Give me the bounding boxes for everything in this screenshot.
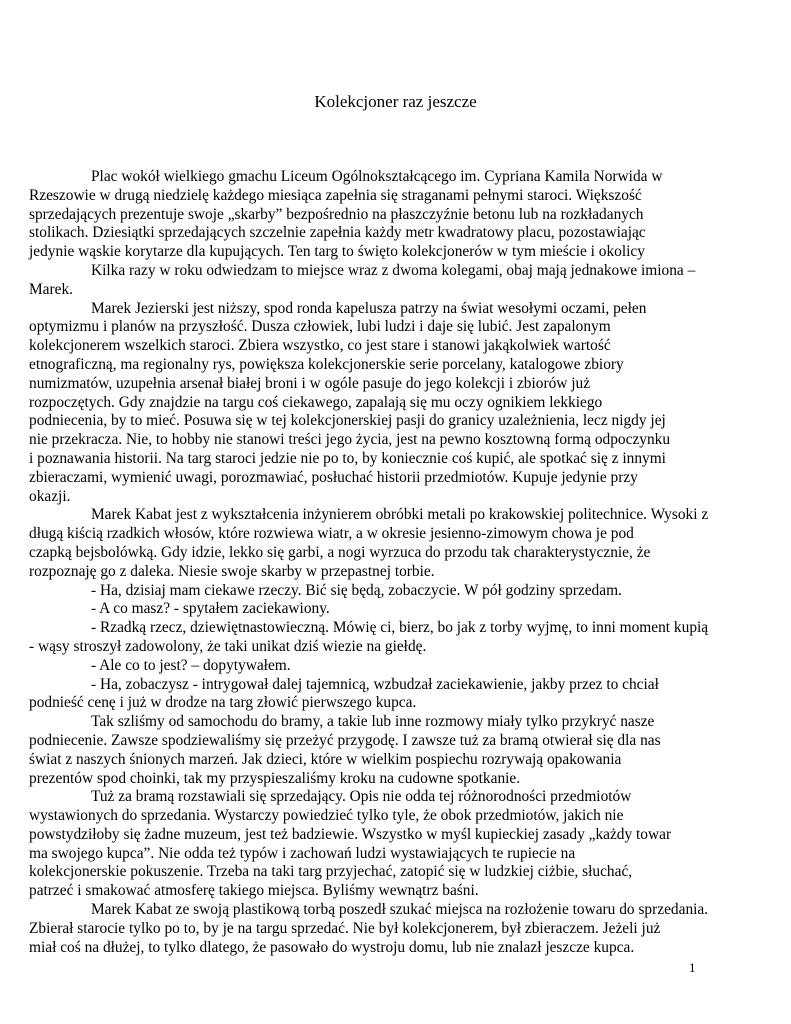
text-line: podnieść cenę i już w drodze na targ złowić pierwszego kupca. [29,694,417,712]
text-line: - A co masz? - spytałem zaciekawiony. [91,600,330,618]
text-line: - Ale co to jest? – dopytywałem. [91,656,291,674]
text-line: ma swojego kupca”. Nie odda też typów i zachowań ludzi wystawiających te rupiecie na [29,844,576,862]
text-line: optymizmu i planów na przyszłość. Dusza człowiek, lubi ludzi i daje się lubić. Jest zapalonym [29,318,611,336]
text-line: Kilka razy w roku odwiedzam to miejsce wraz z dwoma kolegami, obaj mają jednakowe imiona – [91,261,696,279]
text-line: Marek Kabat jest z wykształcenia inżynierem obróbki metali po krakowskiej politechnice. Wysoki z [91,506,709,524]
text-line: sprzedających prezentuje swoje „skarby” bezpośrednio na płaszczyźnie betonu lub na rozkładanych [29,205,644,223]
text-line: i poznawania historii. Na targ staroci jedzie nie po to, by koniecznie coś kupić, ale spotkać się z innymi [29,449,666,467]
text-line: kolekcjonerskie pokuszenie. Trzeba na taki targ przyjechać, zatopić się w ludzkiej ciżbie, słuchać, [29,863,633,881]
text-line: czapką bejsbolówką. Gdy idzie, lekko się garbi, a nogi wyrzuca do przodu tak charakterystycznie, że [29,543,651,561]
text-line: patrzeć i smakować atmosferę takiego miejsca. Byliśmy wewnątrz baśni. [29,882,479,900]
text-line: Rzeszowie w drugą niedzielę każdego miesiąca zapełnia się straganami pełnymi staroci. Większość [29,186,642,204]
text-line: Marek. [29,280,74,298]
text-line: podniecenie. Zawsze spodziewaliśmy się przeżyć przygodę. I zawsze tuż za bramą otwierał się dla nas [29,731,661,749]
text-line: miał coś na dłużej, to tylko dlatego, że pasowało do wystroju domu, lub nie znalazł jeszcze kupca. [29,938,635,956]
text-line: - Ha, zobaczysz - intrygował dalej tajemnicą, wzbudzał zaciekawienie, jakby przez to chciał [91,675,659,693]
text-line: - Rzadką rzecz, dziewiętnastowieczną. Mówię ci, bierz, bo jak z torby wyjmę, to inni moment kupią [91,619,709,637]
text-line: Marek Kabat ze swoją plastikową torbą poszedł szukać miejsca na rozłożenie towaru do sprzedania. [91,901,709,919]
text-line: powstydziłoby się żadne muzeum, jest też badziewie. Wszystko w myśl kupieckiej zasady „każdy towar [29,825,672,843]
text-line: jedynie wąskie korytarze dla kupujących. Ten targ to święto kolekcjonerów w tym mieście i okolicy [29,243,645,261]
text-line: Marek Jezierski jest niższy, spod ronda kapelusza patrzy na świat wesołymi oczami, pełen [91,299,647,317]
document-title: Kolekcjoner raz jeszcze [314,92,477,111]
text-line: stolikach. Dziesiątki sprzedających szczelnie zapełnia każdy metr kwadratowy placu, pozostawiając [29,224,646,242]
text-line: Tak szliśmy od samochodu do bramy, a takie lub inne rozmowy miały tylko przykryć nasze [91,713,655,731]
text-line: świat z naszych śnionych marzeń. Jak dzieci, które w wielkim pospiechu rozrywają opakowania [29,750,622,768]
text-line: numizmatów, uzupełnia arsenał białej broni i w ogóle pasuje do jego kolekcji i zbiorów już [29,374,591,392]
text-line: nie przekracza. Nie, to hobby nie stanowi treści jego życia, jest na pewno kosztowną formą odpoczynku [29,431,671,449]
text-line: podniecenia, by to mieć. Posuwa się w tej kolekcjonerskiej pasji do granicy uzależnienia, lecz nigdy jej [29,412,666,430]
text-line: prezentów spod choinki, tak my przyspieszaliśmy kroku na cudowne spotkanie. [29,769,521,787]
text-line: kolekcjonerem wszelkich staroci. Zbiera wszystko, co jest stare i stanowi jakąkolwiek wartość [29,337,611,355]
text-line: okazji. [29,487,71,505]
text-line: rozpoczętych. Gdy znajdzie na targu coś ciekawego, zapalają się mu oczy ognikiem lekkiego [29,393,603,411]
text-line: Plac wokół wielkiego gmachu Liceum Ogólnokształcącego im. Cypriana Kamila Norwida w [91,168,663,185]
text-line: - Ha, dzisiaj mam ciekawe rzeczy. Bić się będą, zobaczycie. W pół godziny sprzedam. [91,581,622,599]
document-body [29,168,769,957]
text-line: - wąsy stroszył zadowolony, że taki unikat dziś wiezie na giełdę. [29,637,427,655]
text-line: Zbierał starocie tylko po to, by je na targu sprzedać. Nie był kolekcjonerem, był zbieraczem. Jeżeli już [29,919,661,937]
text-line: rozpoznaję go z daleka. Niesie swoje skarby w przepastnej torbie. [29,562,435,580]
text-line: długą kiścią rzadkich włosów, które rozwiewa wiatr, a w okresie jesienno-zimowym chowa je pod [29,525,634,543]
text-line: etnograficzną, ma regionalny rys, powiększa kolekcjonerskie serie porcelany, katalogowe zbiory [29,355,624,373]
text-line: wystawionych do sprzedania. Wystarczy powiedzieć tylko tyle, że obok przedmiotów, jakich nie [29,807,624,825]
text-line: zbieraczami, wymienić uwagi, porozmawiać, posłuchać historii przedmiotów. Kupuje jedynie przy [29,468,638,486]
text-line: Tuż za bramą rozstawiali się sprzedający. Opis nie odda tej różnorodności przedmiotów [91,788,632,806]
page-number: 1 [689,960,696,975]
